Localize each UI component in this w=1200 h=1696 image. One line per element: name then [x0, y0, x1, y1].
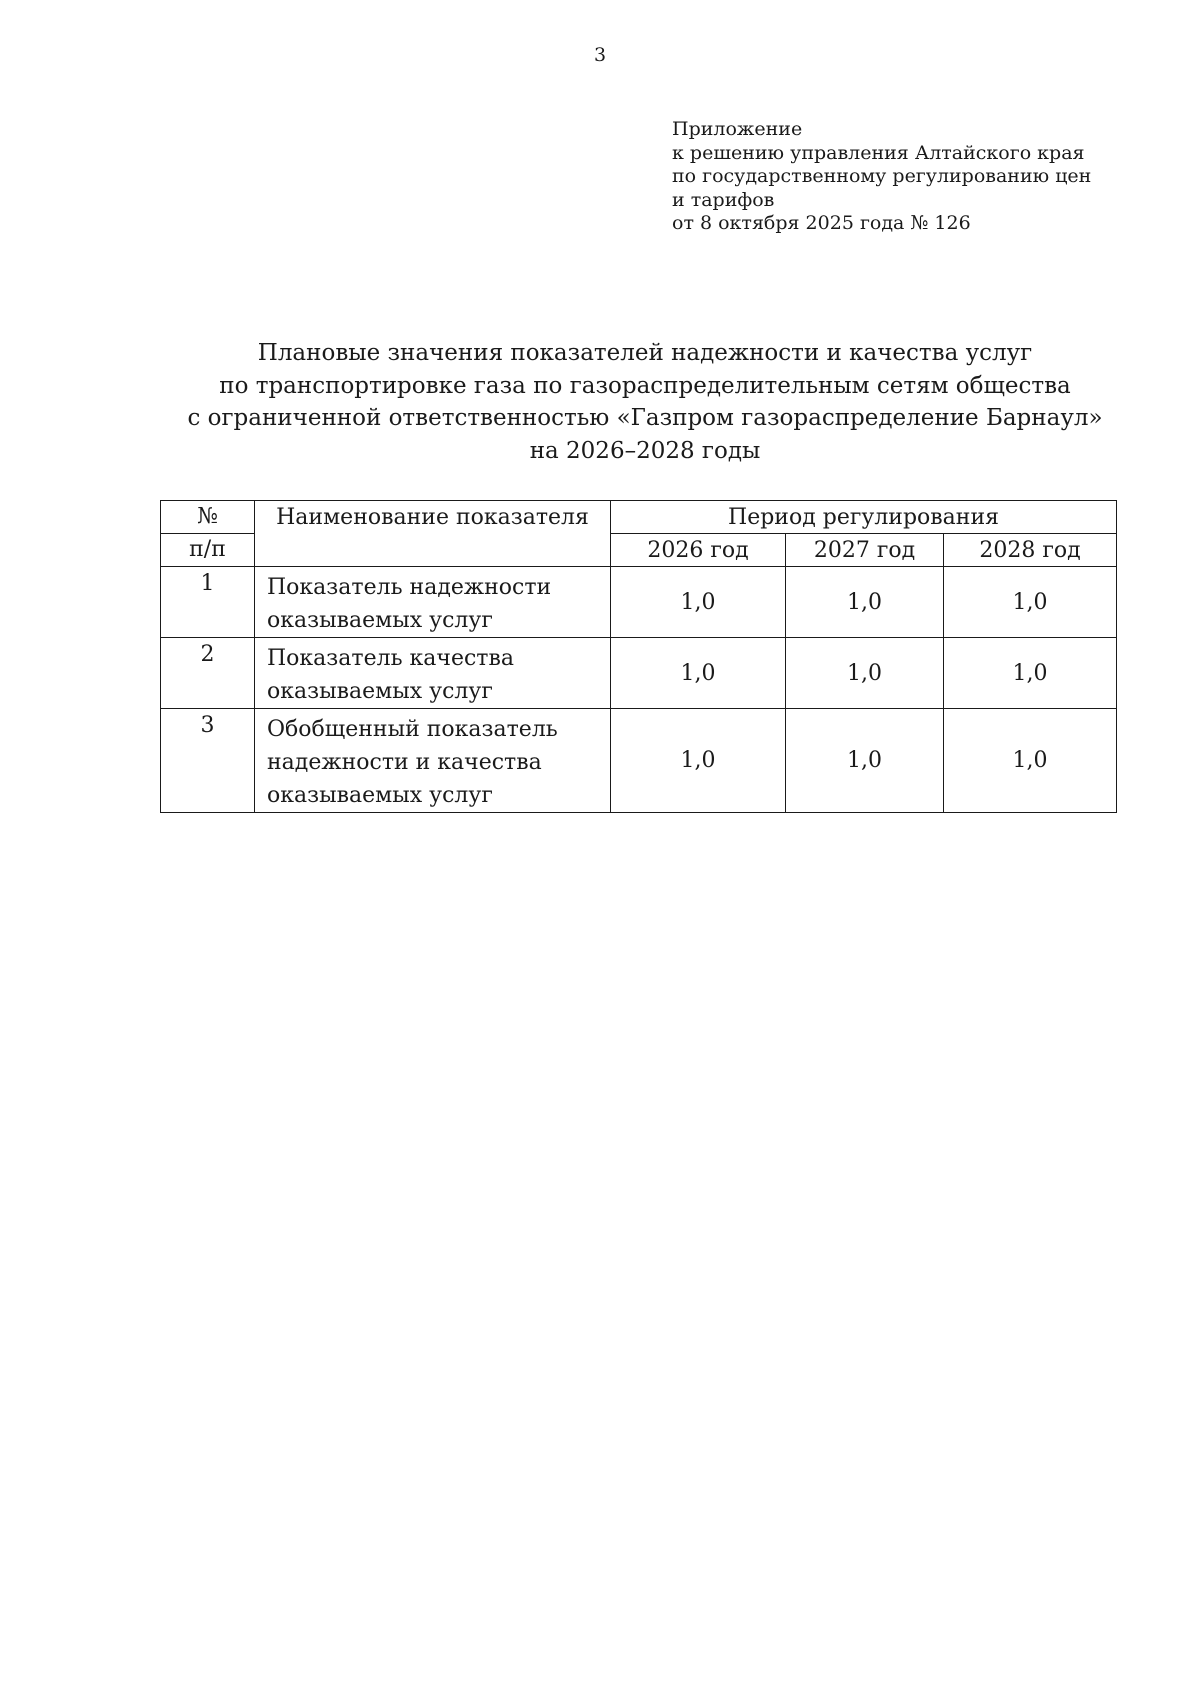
header-year: 2028 год — [944, 534, 1117, 567]
indicator-name-line: оказываемых услуг — [267, 783, 493, 808]
table-row — [161, 567, 1117, 638]
header-regulation-period: Период регулирования — [611, 501, 1117, 534]
value-cell: 1,0 — [786, 709, 944, 813]
title-line: с ограниченной ответственностью «Газпром газораспределение Барнаул» — [187, 405, 1103, 431]
value-cell: 1,0 — [944, 567, 1117, 638]
table-row — [161, 709, 1117, 813]
value-cell: 1,0 — [944, 709, 1117, 813]
page-number: 3 — [593, 44, 607, 66]
appendix-block — [672, 118, 1091, 236]
appendix-line: и тарифов — [672, 188, 775, 211]
header-year: 2027 год — [786, 534, 944, 567]
appendix-line: Приложение — [672, 118, 803, 140]
value-cell: 1,0 — [786, 638, 944, 709]
header-year: 2026 год — [611, 534, 786, 567]
value-cell: 1,0 — [611, 567, 786, 638]
header-number-top: № — [161, 501, 255, 534]
indicator-name-line: надежности и качества — [267, 750, 542, 775]
document-title — [0, 337, 1200, 467]
indicator-name — [255, 567, 611, 638]
value-cell: 1,0 — [611, 638, 786, 709]
indicator-name-line: оказываемых услуг — [267, 679, 493, 704]
appendix-line: от 8 октября 2025 года № 126 — [672, 212, 971, 234]
title-line: на 2026–2028 годы — [529, 437, 761, 464]
value-cell: 1,0 — [611, 709, 786, 813]
indicators-table — [160, 500, 1117, 813]
indicator-name-line: Показатель надежности — [267, 575, 552, 600]
value-cell: 1,0 — [944, 638, 1117, 709]
indicator-name-line: Обобщенный показатель — [267, 717, 558, 742]
header-number-bottom: п/п — [161, 534, 255, 567]
header-indicator-name: Наименование показателя — [255, 501, 611, 567]
row-number: 3 — [161, 709, 255, 813]
indicator-name — [255, 709, 611, 813]
indicator-name-line: оказываемых услуг — [267, 608, 493, 633]
title-line: по транспортировке газа по газораспределительным сетям общества — [219, 372, 1071, 399]
value-cell: 1,0 — [786, 567, 944, 638]
row-number: 2 — [161, 638, 255, 709]
table-header-row — [161, 501, 1117, 534]
indicator-name-line: Показатель качества — [267, 646, 514, 671]
row-number: 1 — [161, 567, 255, 638]
indicator-name — [255, 638, 611, 709]
title-line: Плановые значения показателей надежности и качества услуг — [257, 340, 1033, 366]
table-row — [161, 638, 1117, 709]
appendix-line: по государственному регулированию цен — [672, 165, 1092, 187]
appendix-line: к решению управления Алтайского края — [672, 141, 1085, 164]
